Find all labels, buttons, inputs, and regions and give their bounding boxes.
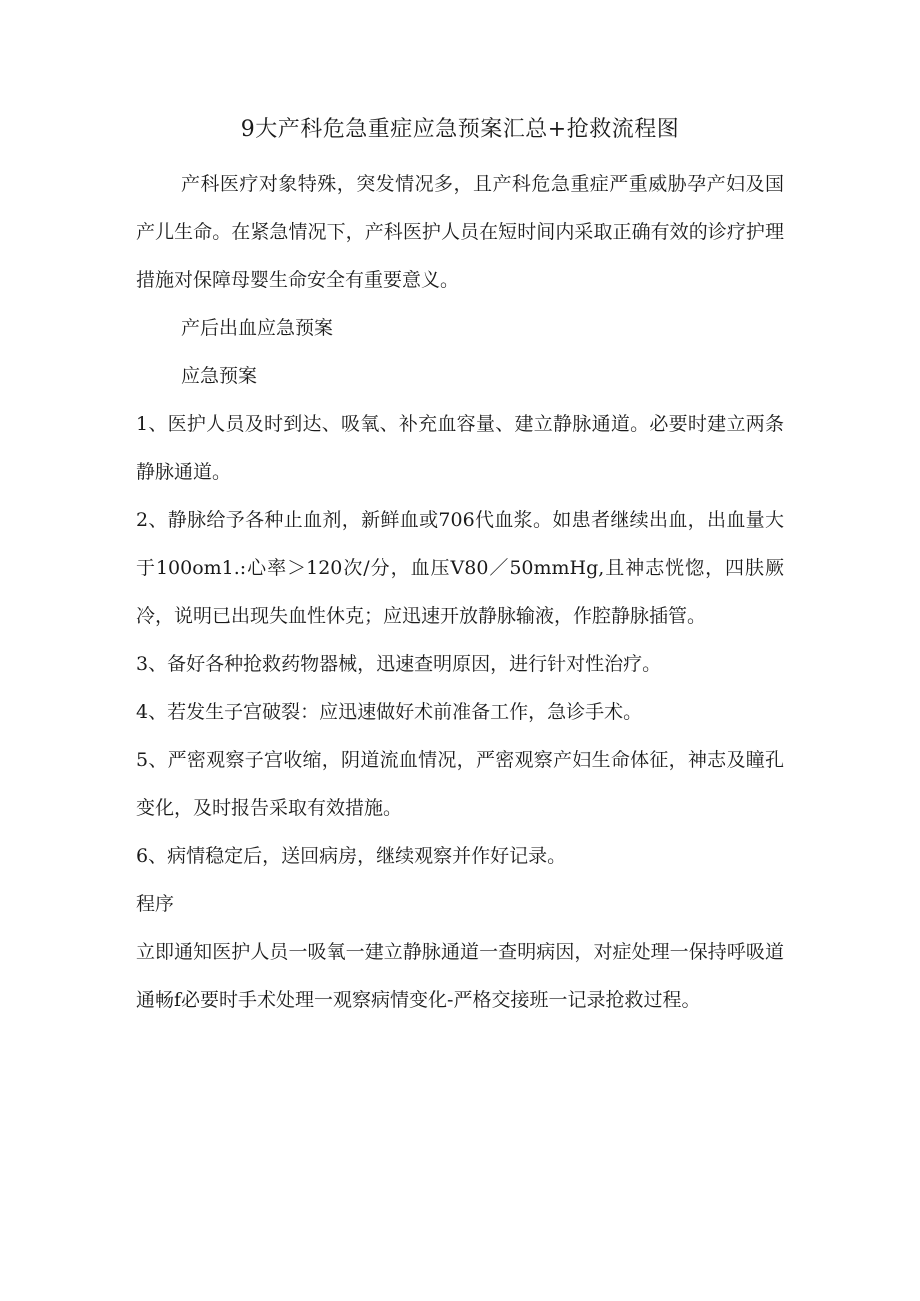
document-title: 9大产科危急重症应急预案汇总+抢救流程图 (240, 117, 680, 142)
list-item-2: 2、静脉给予各种止血剂，新鲜血或706代血浆。如患者继续出血，出血量大于100om1.:心率＞120次/分，血压V80／50mmHg,且神志恍惚，四肤厥冷，说明已出现失血性休克；应迅速开放静脉输液，作腔静脉插管。 (136, 509, 784, 627)
intro-paragraph: 产科医疗对象特殊，突发情况多，且产科危急重症严重威胁孕产妇及国产儿生命。在紧急情况下，产科医护人员在短时间内采取正确有效的诊疗护理措施对保障母婴生命安全有重要意义。 (136, 173, 784, 291)
list-item-5: 5、严密观察子宫收缩，阴道流血情况，严密观察产妇生命体征，神志及瞳孔变化，及时报告采取有效措施。 (136, 749, 784, 819)
subheading: 应急预案 (181, 365, 258, 387)
section-heading: 产后出血应急预案 (181, 317, 334, 339)
list-item-1: 1、医护人员及时到达、吸氧、补充血容量、建立静脉通道。必要时建立两条静脉通道。 (136, 413, 784, 483)
document-body (136, 160, 784, 1024)
procedure-text: 立即通知医护人员一吸氧一建立静脉通道一查明病因，对症处理一保持呼吸道通畅f必要时手术处理一观察病情变化-严格交接班一记录抢救过程。 (136, 941, 784, 1011)
procedure-heading: 程序 (136, 893, 175, 915)
list-item-3: 3、备好各种抢救药物器械，迅速查明原因，进行针对性治疗。 (136, 653, 662, 675)
list-item-4: 4、若发生子宫破裂：应迅速做好术前准备工作，急诊手术。 (136, 701, 643, 723)
list-item-6: 6、病情稳定后，送回病房，继续观察并作好记录。 (136, 845, 567, 867)
